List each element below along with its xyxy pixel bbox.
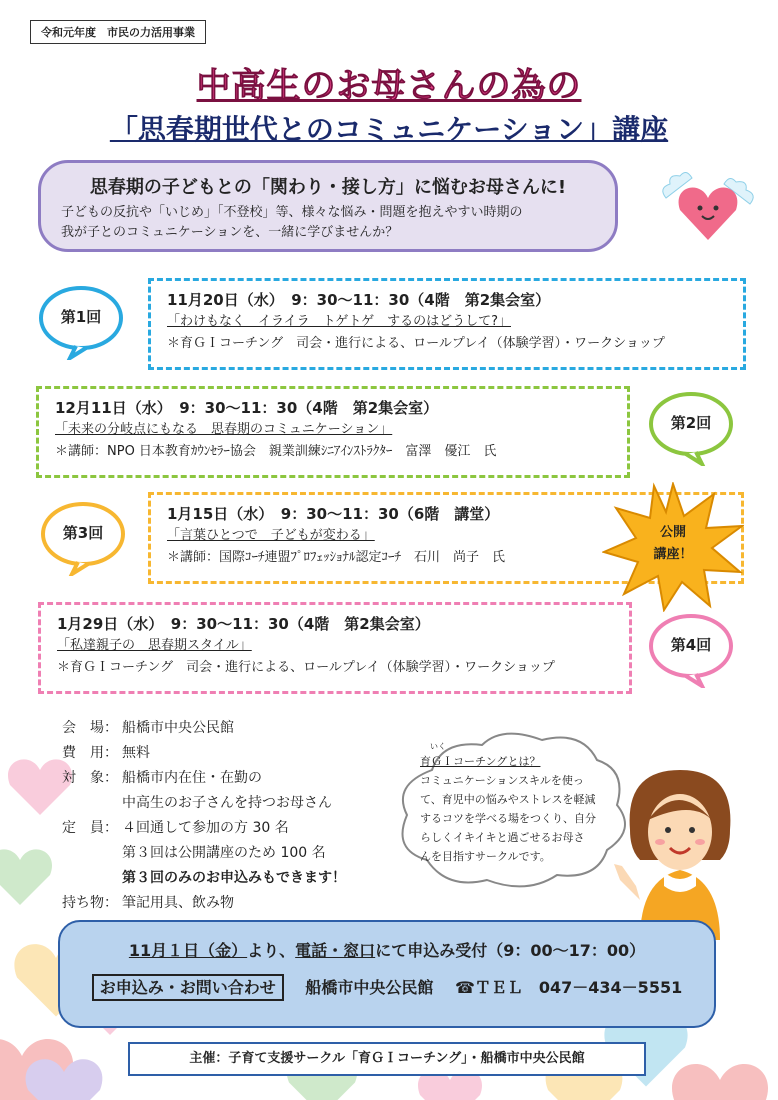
capacity-value-2: 第３回は公開講座のため 100 名 — [122, 845, 326, 861]
intro-body-1: 子どもの反抗や「いじめ」「不登校」等、様々な悩み・問題を抱えやすい時期の — [61, 205, 523, 220]
public-badge-line2: 講座！ — [653, 547, 693, 562]
session-1-label: 第1回 — [60, 308, 102, 326]
coaching-title: 育ＧＩコーチングとは？ — [420, 755, 541, 768]
session-4-time: 1月29日（水） 9：30～11：30（4階 第2集会室） — [57, 615, 430, 633]
coaching-line-1: コミュニケーションスキルを使っ — [420, 774, 584, 787]
session-3-time: 1月15日（水） 9：30～11：30（6階 講堂） — [167, 505, 500, 523]
target-key: 対 象： — [62, 770, 118, 786]
title-line-1-text: 中高生のお母さんの為の — [196, 66, 582, 106]
session-4-subject: 「私達親子の 思春期スタイル」 — [57, 638, 252, 653]
event-info — [62, 716, 346, 916]
fee-value: 無料 — [122, 745, 150, 761]
title-line-2 — [0, 108, 778, 148]
application-method: 電話・窓口 — [295, 941, 376, 960]
contact-label: お申込み・お問い合わせ — [92, 974, 284, 1001]
capacity-value-1: ４回通して参加の方 30 名 — [122, 820, 289, 836]
header-tag: 令和元年度 市民の力活用事業 — [30, 20, 206, 44]
contact-place: 船橋市中央公民館 — [305, 978, 434, 997]
application-line-1 — [80, 938, 694, 961]
winged-heart-icon — [658, 168, 758, 248]
venue-key: 会 場： — [62, 720, 118, 736]
fee-key: 費 用： — [62, 745, 118, 761]
application-rest-2: にて申込み受付（9：00～17：00） — [375, 941, 646, 960]
application-rest-1: より、 — [247, 941, 296, 960]
session-4-box — [38, 602, 632, 694]
session-2-box — [36, 386, 630, 478]
application-date: 11月１日（金） — [128, 941, 248, 960]
bring-key: 持ち物： — [62, 895, 118, 911]
target-value-2: 中高生のお子さんを持つお母さん — [122, 795, 332, 811]
intro-heading: 思春期の子どもとの「関わり・接し方」に悩むお母さんに! — [89, 177, 567, 198]
intro-box — [38, 160, 618, 252]
coaching-line-3: するコツを学べる場をつくり、自分 — [420, 812, 596, 825]
coaching-line-4: らしくイキイキと過ごせるお母さ — [420, 831, 585, 844]
target-value-1: 船橋市内在住・在勤の — [122, 770, 262, 786]
session-2-detail: ＊講師：NPO 日本教育ｶｳﾝｾﾗｰ協会 親業訓練ｼﾆｱｲﾝｽﾄﾗｸﾀｰ 富澤 優江 氏 — [55, 444, 497, 459]
coaching-line-5: んを目指すサークルです。 — [420, 850, 551, 863]
session-1-subject: 「わけもなく イライラ トゲトゲ するのはどうして?」 — [167, 314, 511, 329]
application-box — [58, 920, 716, 1028]
capacity-value-3: 第３回のみのお申込みもできます！ — [122, 870, 346, 886]
bring-value: 筆記用具、飲み物 — [122, 895, 234, 911]
contact-tel[interactable]: ☎ＴＥＬ 047－434－5551 — [454, 978, 683, 997]
session-3-subject: 「言葉ひとつで 子どもが変わる」 — [167, 528, 375, 543]
application-line-2 — [80, 975, 694, 998]
coaching-line-2: て、育児中の悩みやストレスを軽減 — [420, 793, 596, 806]
session-3-detail: ＊講師：国際ｺｰﾁ連盟ﾌﾟﾛﾌｪｯｼｮﾅﾙ認定ｺｰﾁ 石川 尚子 氏 — [167, 550, 506, 565]
title-line-1 — [0, 58, 778, 107]
intro-body-2: 我が子とのコミュニケーションを、一緒に学びませんか？ — [61, 225, 399, 240]
public-badge — [632, 522, 714, 566]
session-4-detail: ＊育ＧＩコーチング 司会・進行による、ロールプレイ（体験学習）・ワークショップ — [57, 660, 555, 675]
public-badge-line1: 公開 — [659, 525, 686, 540]
mother-illustration-icon — [600, 760, 740, 940]
session-1-box — [148, 278, 746, 370]
session-4-label: 第4回 — [670, 636, 712, 654]
session-2-time: 12月11日（水） 9：30～11：30（4階 第2集会室） — [55, 399, 439, 417]
coaching-description — [420, 742, 610, 866]
venue-value: 船橋市中央公民館 — [122, 720, 234, 736]
session-2-subject: 「未来の分岐点にもなる 思春期のコミュニケーション」 — [55, 422, 393, 437]
session-3-label: 第3回 — [62, 524, 104, 542]
session-1-time: 11月20日（水） 9：30～11：30（4階 第2集会室） — [167, 291, 551, 309]
session-2-label: 第2回 — [670, 414, 712, 432]
session-1-detail: ＊育ＧＩコーチング 司会・進行による、ロールプレイ（体験学習）・ワークショップ — [167, 336, 665, 351]
title-line-2-text: 「思春期世代とのコミュニケーション」講座 — [109, 113, 669, 146]
organizer-footer: 主催：子育て支援サークル「育ＧＩコーチング」・船橋市中央公民館 — [128, 1042, 646, 1076]
capacity-key: 定 員： — [62, 820, 118, 836]
coaching-ruby: いく — [430, 742, 446, 751]
